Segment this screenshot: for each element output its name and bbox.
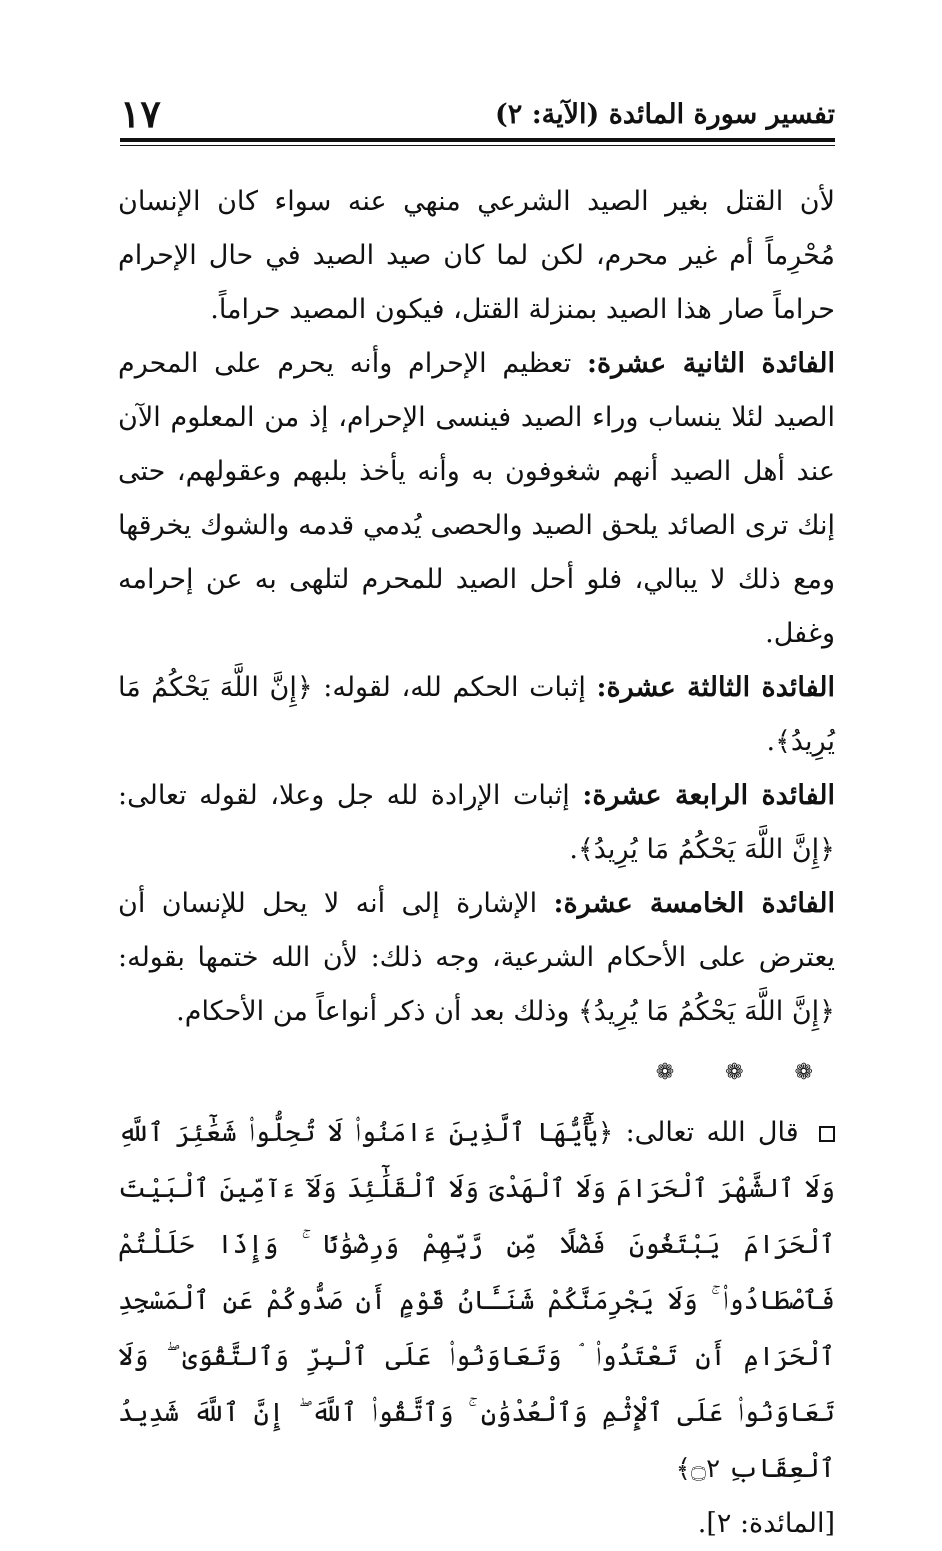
- paragraph-text: تعظيم الإحرام وأنه يحرم على المحرم الصيد لئلا ينساب وراء الصيد فينسى الإحرام، إذ من المعلوم الآن عند أهل الصيد أنهم شغوفون به وأنه يأخذ بلبهم وعقولهم، حتى إنك ترى الصائد يلحق الصيد والحصى يُدمي قدمه والشوك يخرقها ومع ذلك لا يبالي، فلو أحل الصيد للمحرم لتلهى به عن إحرامه وغفل.: [118, 348, 835, 649]
- paragraph-intro: [118, 175, 835, 337]
- benefit-label: الفائدة الرابعة عشرة:: [582, 780, 835, 811]
- verse-reference: [المائدة: ٢].: [697, 1508, 835, 1539]
- running-title: تفسير سورة المائدة (الآية: ٢): [495, 99, 835, 130]
- quran-verse: ﴿يَٰٓأَيُّهَا ٱلَّذِينَ ءَامَنُوا۟ لَا تُحِلُّوا۟ شَعَٰٓئِرَ ٱللَّهِ وَلَا ٱلشَّهْرَ ٱلْحَرَامَ وَلَا ٱلْهَدْىَ وَلَا ٱلْقَلَٰٓئِدَ وَلَآ ءَآمِّينَ ٱلْبَيْتَ ٱلْحَرَامَ يَبْتَغُونَ فَضْلًا مِّن رَّبِّهِمْ وَرِضْوَٰنًا ۚ وَإِذَا حَلَلْتُمْ فَٱصْطَادُوا۟ ۚ وَلَا يَجْرِمَنَّكُمْ شَنَـَٔانُ قَوْمٍ أَن صَدُّوكُمْ عَنِ ٱلْمَسْجِدِ ٱلْحَرَامِ أَن تَعْتَدُوا۟ ۘ وَتَعَاوَنُوا۟ عَلَى ٱلْبِرِّ وَٱلتَّقْوَىٰ ۖ وَلَا تَعَاوَنُوا۟ عَلَى ٱلْإِثْمِ وَٱلْعُدْوَٰنِ ۚ وَٱتَّقُوا۟ ٱللَّهَ ۖ إِنَّ ٱللَّهَ شَدِيدُ ٱلْعِقَابِ ۝٢﴾: [118, 1118, 835, 1484]
- header-rule-thin: [120, 145, 835, 146]
- section-divider: ❁ ❁ ❁: [655, 1060, 835, 1085]
- paragraph-benefit-15: [118, 877, 835, 1039]
- header-rule-thick: [120, 138, 835, 142]
- benefit-label: الفائدة الخامسة عشرة:: [553, 888, 835, 919]
- paragraph-benefit-14: [118, 769, 835, 877]
- benefit-label: الفائدة الثالثة عشرة:: [596, 672, 836, 703]
- paragraph-text: إثبات الإرادة لله جل وعلا، لقوله تعالى: ﴿إِنَّ اللَّهَ يَحْكُمُ مَا يُرِيدُ﴾.: [118, 780, 835, 865]
- verse-intro: قال الله تعالى:: [625, 1117, 799, 1148]
- page-number: ١٧: [120, 91, 161, 136]
- page-header: [120, 91, 835, 136]
- paragraph-benefit-13: [118, 661, 835, 769]
- benefit-label: الفائدة الثانية عشرة:: [586, 348, 835, 379]
- paragraph-text: لأن القتل بغير الصيد الشرعي منهي عنه سواء كان الإنسان مُحْرِماً أم غير محرم، لكن لما كان صيد الصيد في حال الإحرام حراماً صار هذا الصيد بمنزلة القتل، فيكون المصيد حراماً.: [118, 186, 835, 325]
- paragraph-text: إثبات الحكم لله، لقوله: ﴿إِنَّ اللَّهَ يَحْكُمُ مَا يُرِيدُ﴾.: [118, 672, 835, 757]
- paragraph-text: الإشارة إلى أنه لا يحل للإنسان أن يعترض على الأحكام الشرعية، وجه ذلك: لأن الله ختمها بقوله: ﴿إِنَّ اللَّهَ يَحْكُمُ مَا يُرِيدُ﴾ وذلك بعد أن ذكر أنواعاً من الأحكام.: [118, 888, 835, 1027]
- paragraph-benefit-12: [118, 337, 835, 661]
- page-body: [118, 175, 835, 1551]
- square-bullet-icon: [819, 1126, 835, 1142]
- verse-paragraph: [118, 1105, 835, 1497]
